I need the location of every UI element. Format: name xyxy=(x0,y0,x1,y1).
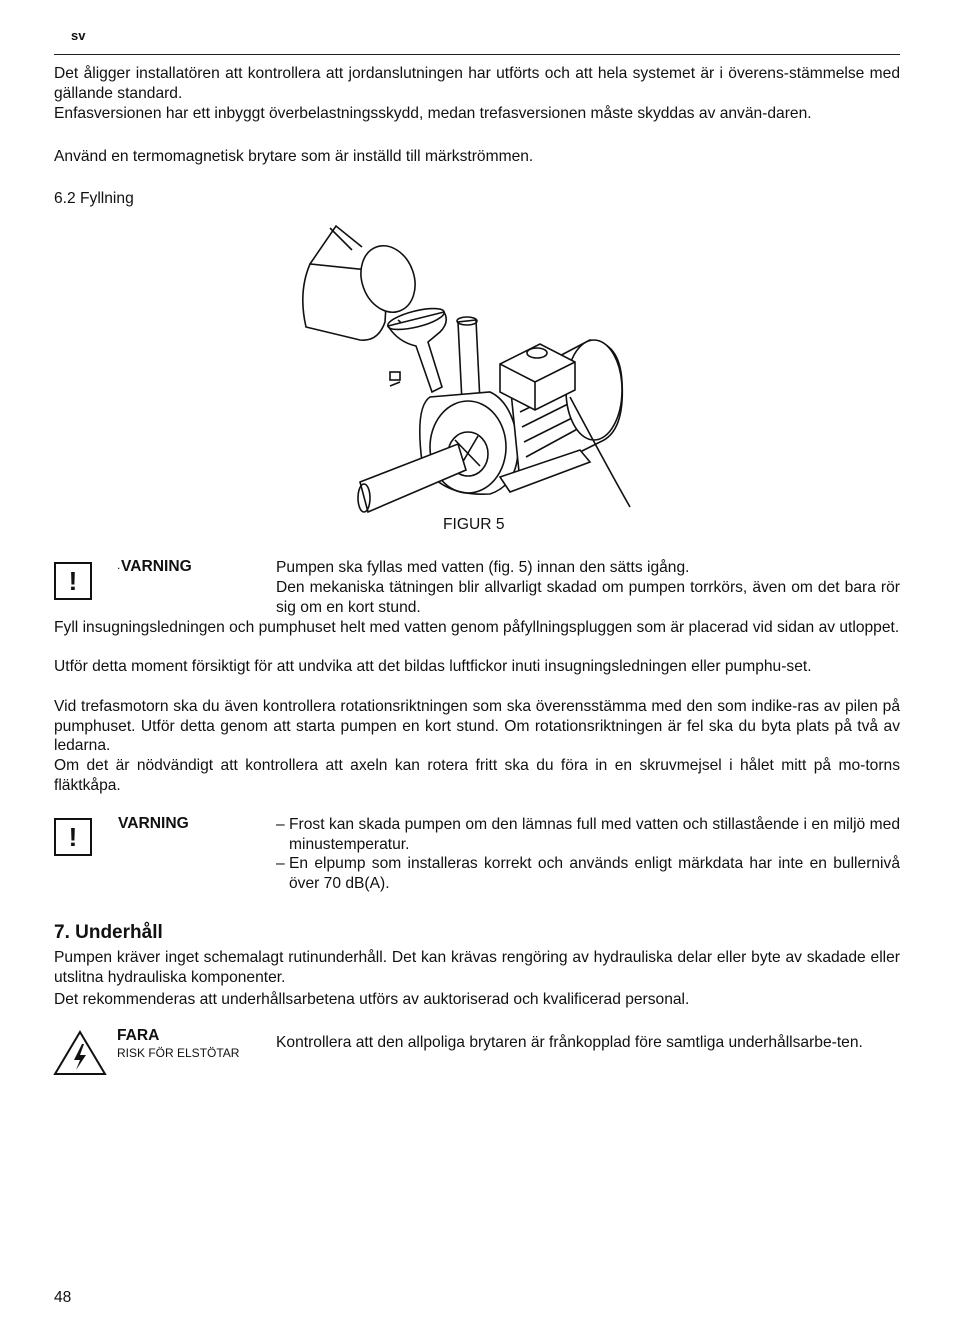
danger-sublabel: RISK FÖR ELSTÖTAR xyxy=(117,1046,240,1060)
warning-exclamation-icon: ! xyxy=(54,818,92,856)
warning-label: VARNING xyxy=(121,558,192,575)
warning-line-2: Den mekaniska tätningen blir allvarligt skadad om pumpen torrkörs, även om det bara rör sig om en kort stund. xyxy=(276,579,900,616)
page-number: 48 xyxy=(54,1289,72,1306)
danger-text: Kontrollera att den allpoliga brytaren är frånkopplad före samtliga underhållsarbe-ten. xyxy=(276,1034,863,1051)
warning-label: VARNING xyxy=(118,815,189,832)
pump-filling-illustration xyxy=(290,222,640,522)
maintenance-paragraph-1: Pumpen kräver inget schemalagt rutinunderhåll. Det kan krävas rengöring av hydrauliska delar eller byte av skadade eller utslitna hydrauliska komponenter. xyxy=(54,949,900,986)
section-heading-6-2: 6.2 Fyllning xyxy=(54,190,134,207)
intro-paragraph-3: Använd en termomagnetisk brytare som är inställd till märkströmmen. xyxy=(54,148,534,165)
electric-shock-icon xyxy=(53,1030,107,1076)
header-rule xyxy=(54,54,900,55)
language-code: sv xyxy=(71,28,86,43)
warning-list xyxy=(276,815,900,893)
danger-label: FARA xyxy=(117,1027,160,1044)
maintenance-paragraph-2: Det rekommenderas att underhållsarbetena utförs av auktoriserad och kvalificerad personal. xyxy=(54,991,690,1008)
figure-caption: FIGUR 5 xyxy=(443,516,505,533)
warning-prefix: . xyxy=(117,558,121,572)
intro-paragraph-1: Det åligger installatören att kontrollera att jordanslutningen har utförts och att hela systemet är i överens-stämmelse med gällande standard. xyxy=(54,65,900,102)
warning-exclamation-icon: ! xyxy=(54,562,92,600)
warning-list-item: – Frost kan skada pumpen om den lämnas full med vatten och stillastående i en miljö med minustemperatur. xyxy=(276,816,900,853)
section-heading-7: 7. Underhåll xyxy=(54,922,163,943)
warning-list-item: – En elpump som installeras korrekt och används enligt märkdata har inte en bullernivå över 70 dB(A). xyxy=(276,855,900,892)
fill-paragraph-1: Fyll insugningsledningen och pumphuset helt med vatten genom påfyllningspluggen som är placerad vid sidan av utloppet. xyxy=(54,619,900,636)
intro-paragraph-2: Enfasversionen har ett inbyggt överbelastningsskydd, medan trefasversionen måste skyddas av använ-daren. xyxy=(54,105,812,122)
fill-paragraph-4: Om det är nödvändigt att kontrollera att axeln kan rotera fritt ska du föra in en skruvmejsel i hålet mitt på mo-torns fläktkåpa. xyxy=(54,757,900,794)
fill-paragraph-3: Vid trefasmotorn ska du även kontrollera rotationsriktningen som ska överensstämma med den som indike-ras av pilen på pumphuset. Utför detta genom att starta pumpen en kort stund. Om rotationsriktningen är fel ska du byta plats på två av ledarna. xyxy=(54,698,900,754)
fill-paragraph-2: Utför detta moment försiktigt för att undvika att det bildas luftfickor inuti insugningsledningen eller pumphu-set. xyxy=(54,658,812,675)
warning-line-1: Pumpen ska fyllas med vatten (fig. 5) innan den sätts igång. xyxy=(276,559,690,576)
